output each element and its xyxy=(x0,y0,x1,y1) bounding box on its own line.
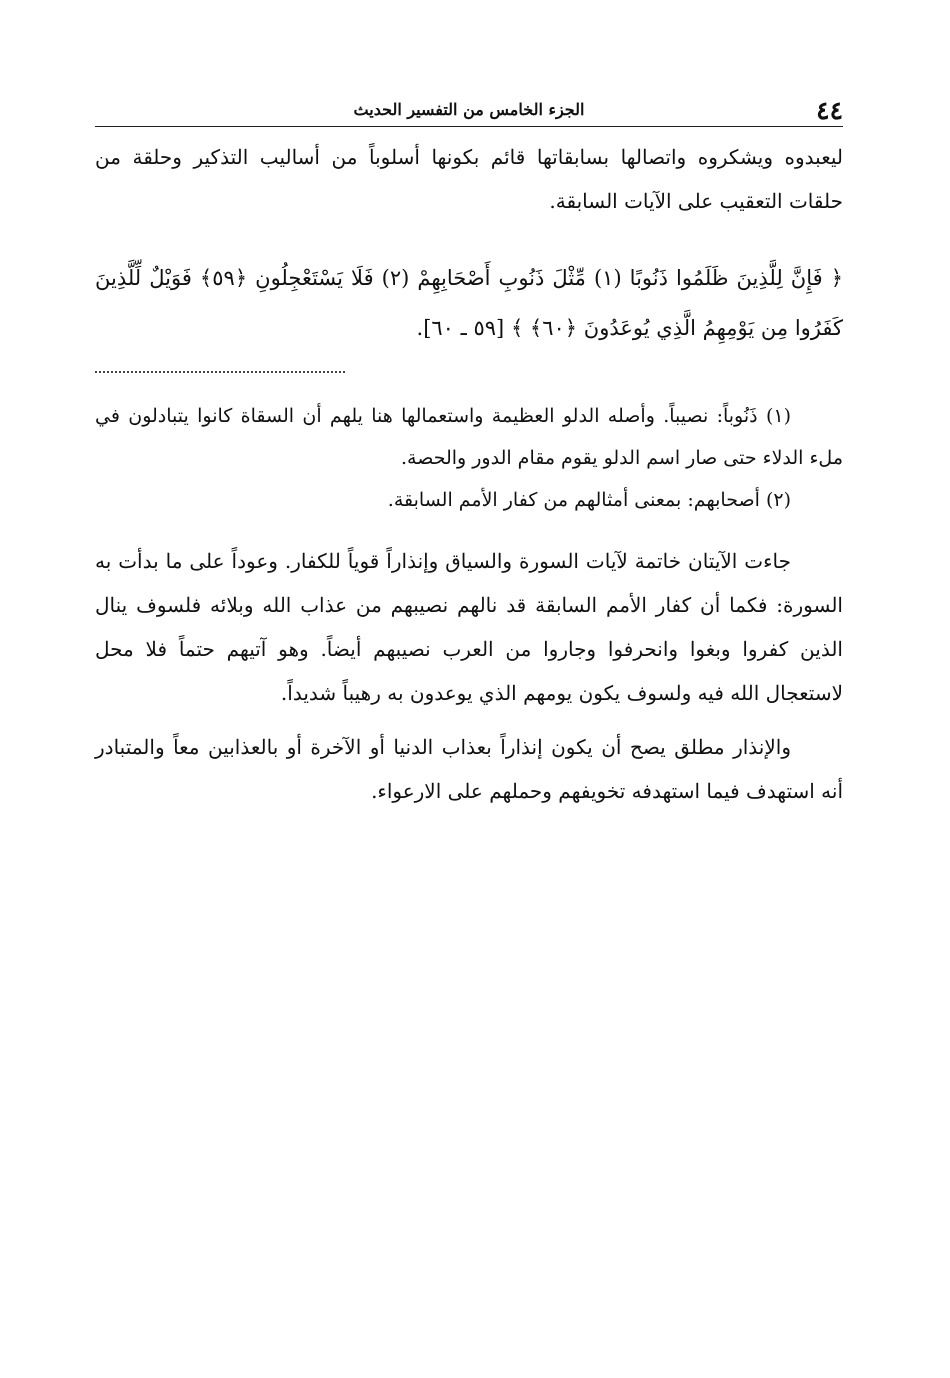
page xyxy=(95,88,843,813)
running-title: الجزء الخامس من التفسير الحديث xyxy=(353,100,585,119)
commentary-block-2 xyxy=(95,725,843,813)
commentary-block xyxy=(95,539,843,715)
footnote-1: (١) ذَنُوباً: نصيباً. وأصله الدلو العظيمة واستعمالها هنا يلهم أن السقاة كانوا يتبادلون في ملء الدلاء حتى صار اسم الدلو يقوم مقام الدور والحصة. xyxy=(95,405,843,469)
commentary-paragraph-1: جاءت الآيتان خاتمة لآيات السورة والسياق وإنذاراً قوياً للكفار. وعوداً على ما بدأت به السورة: فكما أن كفار الأمم السابقة قد نالهم نصيبهم من عذاب الله وبلائه فلسوف ينال الذين كفروا وبغوا وانحرفوا وجاروا من العرب نصيبهم أيضاً. وهو آتيهم حتماً فلا محل لاستعجال الله فيه ولسوف يكون يومهم الذي يوعدون به رهيباً شديداً. xyxy=(95,549,843,705)
quran-verse xyxy=(95,253,843,353)
page-number: ٤٤ xyxy=(816,96,843,125)
page-header xyxy=(95,88,843,127)
intro-paragraph: ليعبدوه ويشكروه واتصالها بسابقاتها قائم بكونها أسلوباً من أساليب التذكير وحلقة من حلقات التعقيب على الآيات السابقة. xyxy=(95,145,843,213)
footnotes xyxy=(95,395,843,521)
verse-reference: [٥٩ ـ ٦٠]. xyxy=(416,316,505,340)
footnote-2: (٢) أصحابهم: بمعنى أمثالهم من كفار الأمم السابقة. xyxy=(387,489,791,511)
footnote-separator xyxy=(95,371,345,383)
verse-text: ﴿ فَإِنَّ لِلَّذِينَ ظَلَمُوا ذَنُوبًا (١) مِّثْلَ ذَنُوبِ أَصْحَابِهِمْ (٢) فَلَا يَسْتَعْجِلُونِ ﴿٥٩﴾ فَوَيْلٌ لِّلَّذِينَ كَفَرُوا مِن يَوْمِهِمُ الَّذِي يُوعَدُونَ ﴿٦٠﴾ ﴾ xyxy=(95,266,844,340)
commentary-paragraph-2: والإنذار مطلق يصح أن يكون إنذاراً بعذاب الدنيا أو الآخرة أو بالعذابين معاً والمتبادر أنه استهدف فيما استهدفه تخويفهم وحملهم على الارعواء. xyxy=(95,735,843,803)
